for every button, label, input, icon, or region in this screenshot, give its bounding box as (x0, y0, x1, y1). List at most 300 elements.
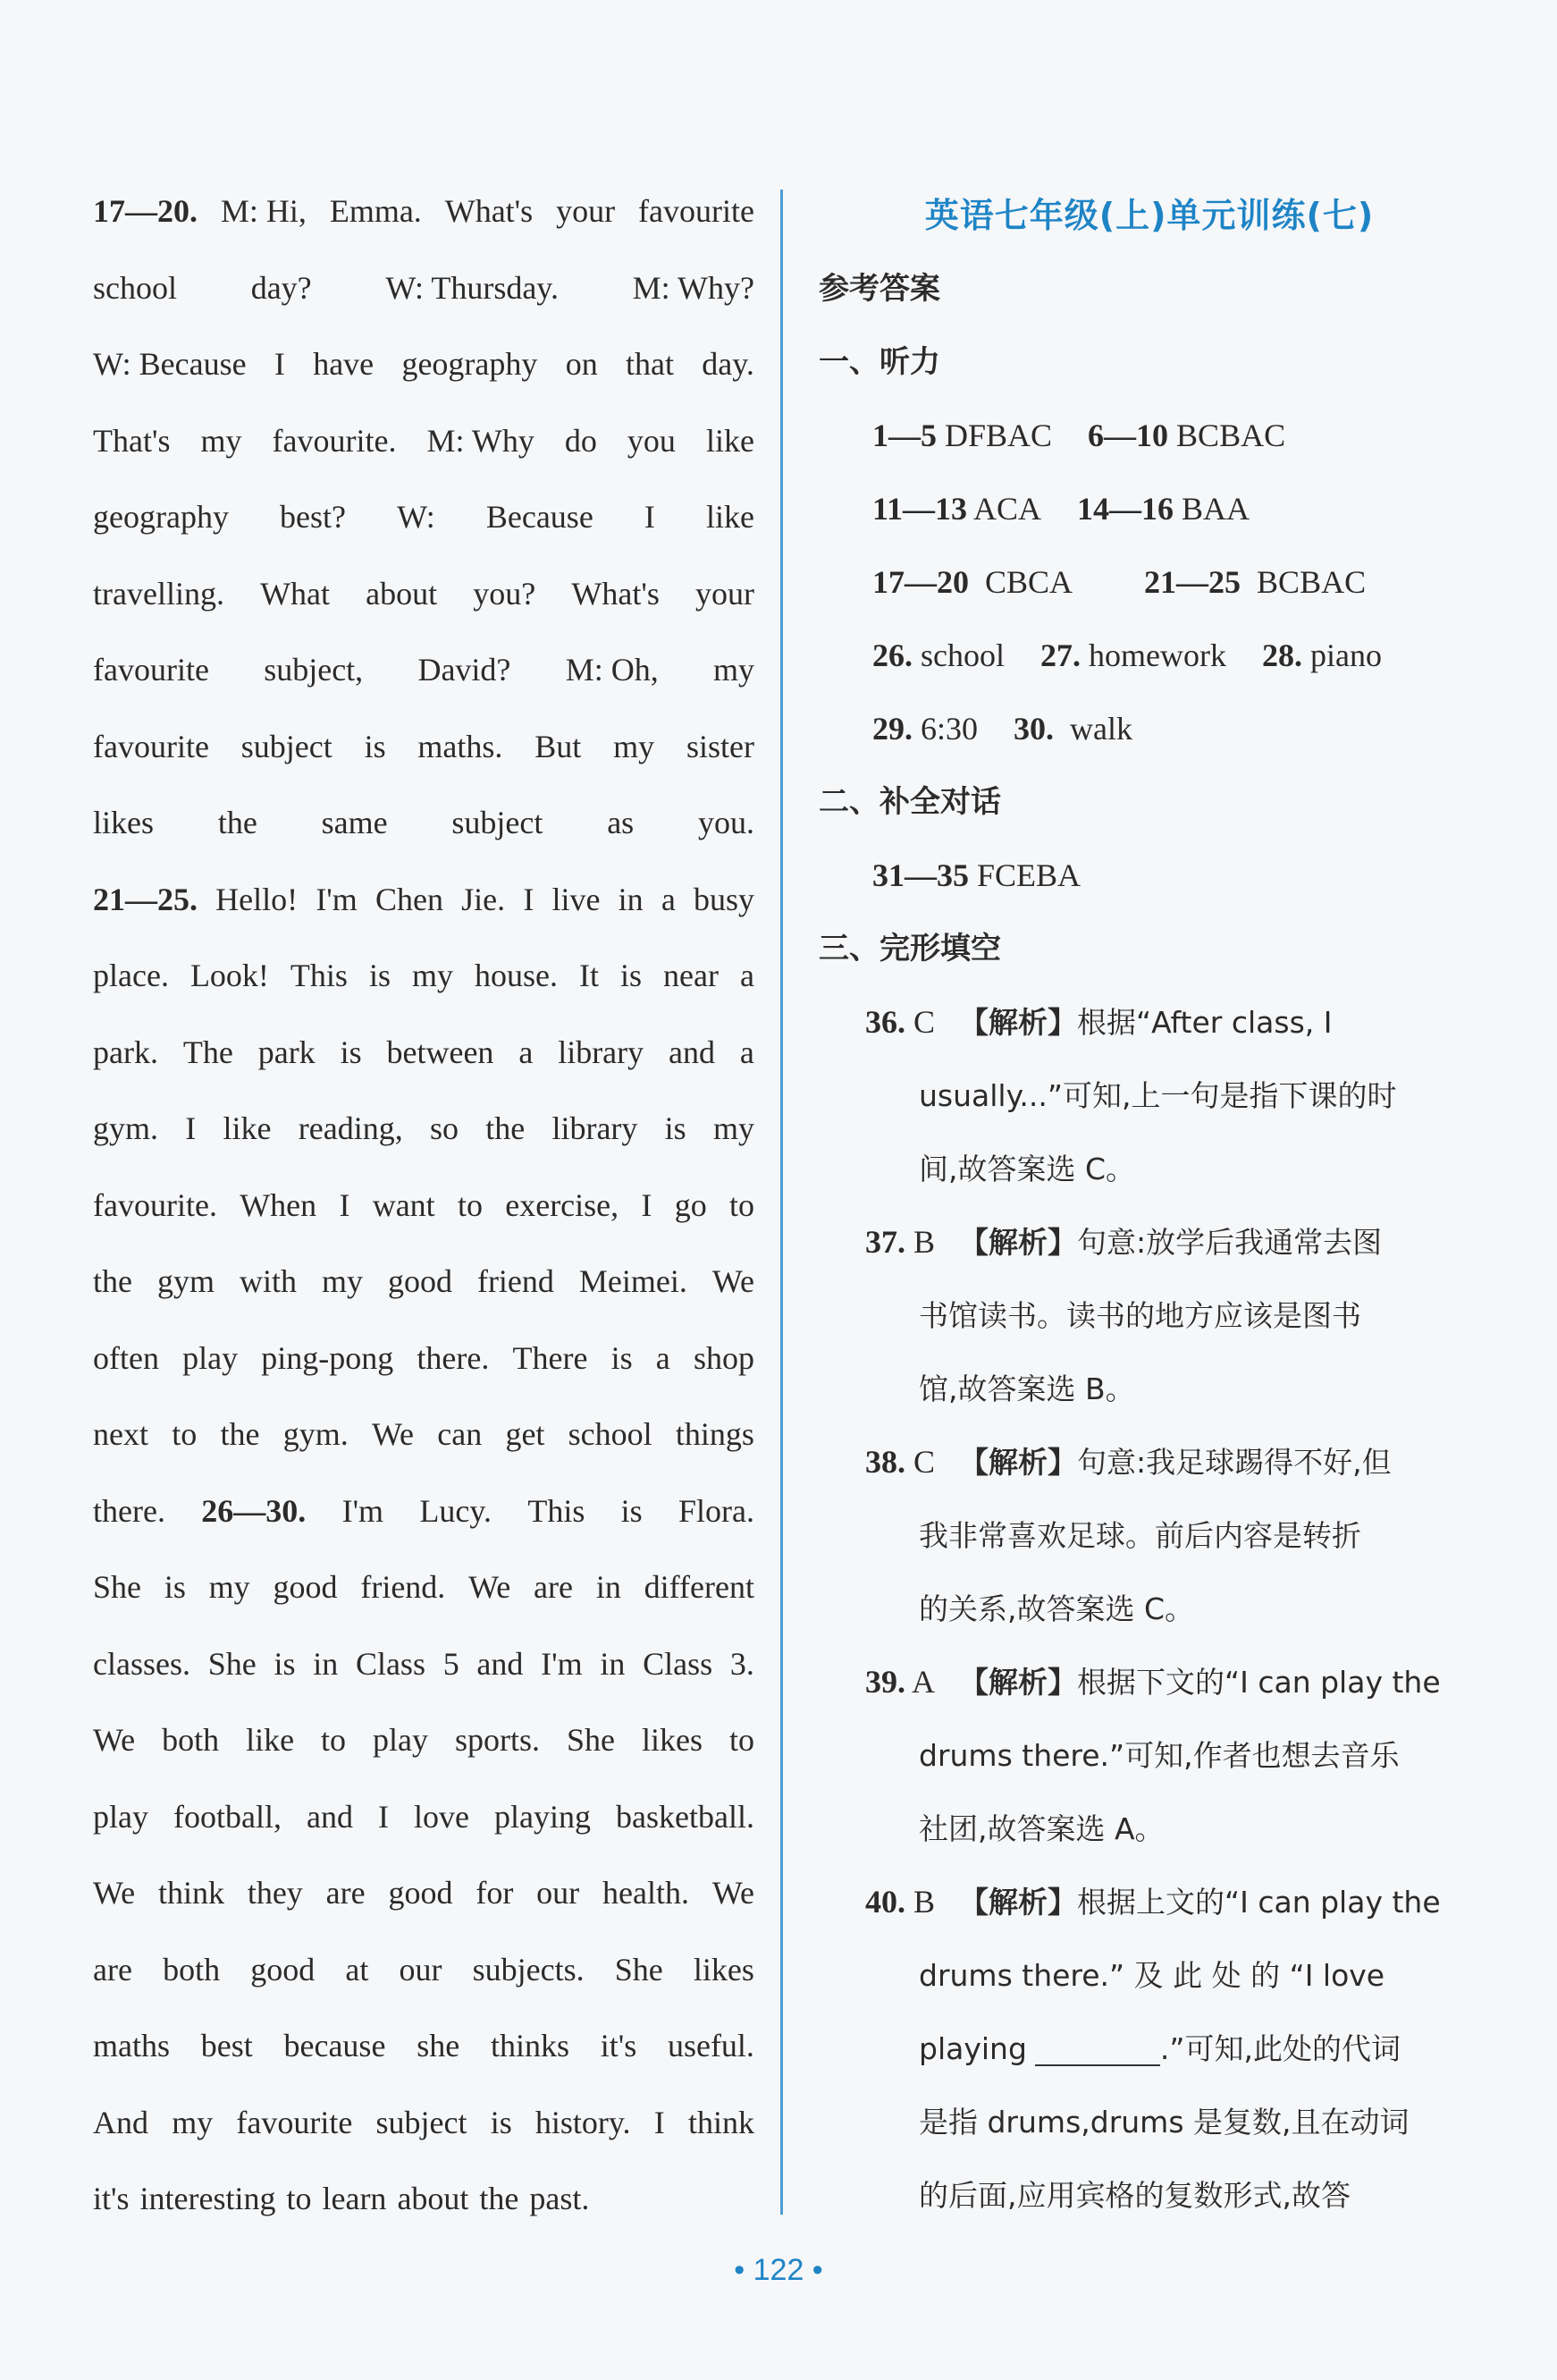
text-word: I'm (541, 1645, 583, 1682)
text-word: sports. (455, 1722, 541, 1758)
question-36-line (819, 1059, 1480, 1132)
text-word: school (93, 269, 177, 306)
text-word: and (476, 1645, 524, 1682)
text-word: near (662, 958, 719, 993)
question-number: 38. (865, 1444, 905, 1480)
listening-text-line (93, 1173, 754, 1250)
answer-value: homework (1089, 637, 1226, 673)
text-word: get (505, 1416, 545, 1452)
text-word: best (200, 2028, 253, 2064)
question-40 (819, 1865, 1480, 1938)
text-word: favourite. (272, 422, 397, 459)
question-38-line (819, 1498, 1480, 1572)
listening-text-line (93, 2090, 754, 2167)
listening-text-line (93, 943, 754, 1020)
analysis-text: 根据“After class, I (1077, 1005, 1333, 1040)
text-word: your (556, 193, 616, 229)
text-word: she (417, 2028, 460, 2064)
question-number: 39. (865, 1664, 905, 1700)
left-column (93, 179, 754, 2243)
text-word: can (437, 1416, 483, 1452)
text-word: likes (641, 1722, 703, 1758)
answer-number: 30. (1014, 711, 1055, 747)
text-word: about (397, 2181, 469, 2216)
text-word: She (93, 1569, 141, 1605)
question-40-line (819, 2158, 1480, 2232)
text-word: It (578, 958, 599, 993)
text-word: because (283, 2028, 386, 2064)
text-word: gym (156, 1263, 215, 1299)
text-word: Jie. (461, 881, 506, 917)
text-word: M: Hi, (220, 193, 307, 229)
listening-text-line (93, 561, 754, 638)
question-38 (819, 1425, 1480, 1498)
text-word: She (207, 1645, 257, 1682)
text-word: it's (600, 2028, 637, 2064)
listening-text-line (93, 332, 754, 409)
text-word: sister (686, 728, 754, 764)
text-word: I (274, 346, 285, 382)
text-word: I (378, 1798, 389, 1835)
question-40-line (819, 1938, 1480, 2012)
text-word: We (93, 1722, 136, 1758)
analysis-text: 根据下文的“I can play the (1077, 1665, 1441, 1700)
text-word: I'm (341, 1492, 384, 1529)
text-word: my (613, 728, 655, 764)
listening-text-line (93, 179, 754, 256)
text-word: football, (173, 1798, 282, 1835)
answer-value: CBCA (985, 564, 1073, 600)
analysis-text: 句意:我足球踢得不好,但 (1077, 1445, 1392, 1480)
text-word: as (607, 805, 635, 840)
answer-number: 29. (872, 711, 913, 747)
answer-number: 6—10 (1088, 418, 1169, 453)
text-word: This (527, 1492, 585, 1529)
text-word: in (313, 1645, 339, 1682)
listening-text-line (93, 1632, 754, 1709)
text-word: This (290, 958, 348, 993)
answer-value: FCEBA (977, 857, 1081, 893)
column-divider (780, 190, 783, 2215)
text-word: my (200, 422, 242, 459)
text-word: good (273, 1569, 338, 1605)
analysis-text: 的后面,应用宾格的复数形式,故答 (919, 2178, 1351, 2213)
text-word: different (644, 1569, 754, 1605)
text-word: Look! (189, 958, 269, 993)
text-word: She (567, 1722, 615, 1758)
answer-value: ACA (973, 491, 1042, 527)
text-word: the (485, 1110, 526, 1146)
question-36-line (819, 1132, 1480, 1205)
question-number: 37. (865, 1224, 905, 1260)
analysis-tag: 【解析】 (959, 1665, 1078, 1700)
text-word: our (536, 1875, 580, 1911)
listening-text-line (93, 1326, 754, 1403)
analysis-tag: 【解析】 (959, 1885, 1078, 1920)
text-word: same (321, 805, 388, 840)
text-word: a (739, 958, 754, 993)
text-word: We (468, 1569, 511, 1605)
text-word: good (388, 1875, 453, 1911)
text-word: Meimei. (578, 1263, 687, 1299)
analysis-text: 间,故答案选 C。 (919, 1152, 1136, 1186)
text-word: play (373, 1722, 429, 1758)
text-word: What (260, 575, 331, 612)
text-word: Chen (375, 881, 443, 917)
answer-value: piano (1309, 637, 1382, 673)
text-word: 3. (729, 1645, 754, 1682)
analysis-text: 社团,故答案选 A。 (919, 1811, 1165, 1846)
text-word: things (675, 1416, 754, 1452)
text-word: play (182, 1339, 239, 1376)
text-word: it's (93, 2181, 130, 2216)
question-number: 40. (865, 1884, 905, 1920)
text-word: park (257, 1034, 316, 1070)
text-word: health. (602, 1875, 689, 1911)
text-word: I (523, 881, 534, 917)
analysis-text: .”可知,此处的代词 (1159, 2031, 1401, 2066)
question-answer: B (913, 1224, 936, 1260)
text-word: David? (417, 652, 511, 688)
text-word: place. (93, 958, 169, 993)
text-word: in (618, 881, 644, 917)
text-word: like (705, 499, 754, 535)
text-word: library (558, 1034, 644, 1070)
text-word: are (534, 1569, 573, 1605)
listening-text-line (93, 2013, 754, 2090)
answer-row-3 (819, 545, 1480, 619)
question-39-line (819, 1792, 1480, 1865)
text-word: day. (702, 346, 754, 382)
unit-title: 英语七年级(上)单元训练(七) (924, 196, 1375, 235)
listening-text-line (93, 1861, 754, 1937)
text-word: is (340, 1034, 362, 1070)
text-word: you. (698, 805, 754, 840)
text-word: playing (494, 1798, 591, 1835)
question-answer: C (913, 1004, 936, 1040)
text-word: I (641, 1186, 652, 1223)
text-word: learn (322, 2181, 387, 2216)
answer-number: 28. (1261, 637, 1302, 673)
text-word: Flora. (678, 1492, 754, 1529)
answer-number: 11—13 (872, 491, 968, 527)
text-word: Lucy. (419, 1492, 492, 1529)
text-word: useful. (667, 2028, 754, 2064)
text-word: is (664, 1110, 686, 1146)
text-word: interesting (139, 2181, 276, 2216)
text-word: to (172, 1416, 198, 1452)
text-word: 5 (442, 1645, 459, 1682)
text-word: classes. (93, 1645, 190, 1682)
answer-value: BCBAC (1257, 564, 1367, 600)
text-word: are (325, 1875, 366, 1911)
text-word: both (163, 1951, 221, 1988)
text-word: there. (93, 1492, 165, 1529)
listening-text-line (93, 1249, 754, 1326)
text-word: like (223, 1110, 272, 1146)
listening-text-line (93, 1785, 754, 1861)
listening-text-line (93, 714, 754, 791)
text-word: the (220, 1416, 260, 1452)
right-column (819, 179, 1480, 2232)
text-word: is (619, 958, 642, 993)
text-word: past. (529, 2181, 590, 2216)
question-37 (819, 1205, 1480, 1279)
text-word: I (644, 499, 655, 535)
analysis-text: 馆,故答案选 B。 (919, 1371, 1135, 1406)
text-word: What's (444, 193, 534, 229)
question-38-line (819, 1572, 1480, 1645)
text-word: gym. (93, 1110, 159, 1146)
section-cloze-heading: 三、完形填空 (819, 931, 1001, 966)
text-word: so (429, 1110, 459, 1146)
text-word: park. (93, 1034, 158, 1070)
answer-row-1 (819, 399, 1480, 472)
analysis-text: playing (919, 2031, 1027, 2066)
text-word: I (653, 2104, 665, 2140)
text-word: to (728, 1722, 754, 1758)
answer-row-5 (819, 692, 1480, 765)
text-word: We (93, 1875, 136, 1911)
text-word: my (172, 2104, 214, 2140)
text-word: best? (280, 499, 347, 535)
text-word: they (247, 1875, 303, 1911)
answer-number: 21—25 (1144, 564, 1241, 600)
listening-text-line (93, 256, 754, 333)
text-word: day? (250, 269, 312, 306)
listening-text-line (93, 485, 754, 561)
text-word: W: Because (93, 346, 247, 382)
text-word: in (595, 1569, 621, 1605)
listening-text-line (93, 1020, 754, 1097)
answer-row-4 (819, 619, 1480, 692)
text-word: And (93, 2104, 148, 2140)
text-word: the (479, 2181, 519, 2216)
text-word: house. (474, 958, 558, 993)
listening-text-line (93, 1708, 754, 1785)
text-word: the (93, 1263, 132, 1299)
text-word: want (372, 1186, 435, 1223)
listening-text-line (93, 2166, 754, 2243)
answer-number: 17—20 (872, 564, 969, 600)
answer-number: 31—35 (872, 857, 969, 893)
text-word: that (626, 346, 674, 382)
text-word: you? (473, 575, 536, 612)
text-word: subject (451, 805, 543, 840)
text-word: our (399, 1951, 442, 1988)
text-word: on (565, 346, 598, 382)
answer-value: walk (1070, 711, 1132, 747)
text-word: subject (240, 728, 332, 764)
text-word: with (239, 1263, 297, 1299)
text-word: ping-pong (261, 1339, 394, 1376)
section-listening-heading: 一、听力 (819, 344, 940, 380)
text-word: reading, (298, 1110, 403, 1146)
analysis-tag: 【解析】 (959, 1445, 1078, 1480)
text-word: my (411, 958, 453, 993)
text-word: my (321, 1263, 363, 1299)
text-word: travelling. (93, 575, 224, 612)
answer-value: school (921, 637, 1005, 673)
text-word: school (568, 1416, 652, 1452)
answer-value: 6:30 (921, 711, 979, 747)
listening-text-line (93, 1479, 754, 1556)
text-word: like (705, 422, 754, 459)
analysis-text: 句意:放学后我通常去图 (1077, 1225, 1383, 1260)
text-word: to (321, 1722, 347, 1758)
text-word: are (93, 1951, 132, 1988)
text-word: have (313, 346, 375, 382)
text-word: favourite (638, 193, 754, 229)
text-word: I'm (316, 881, 358, 917)
text-word: basketball. (616, 1798, 754, 1835)
question-40-line (819, 2012, 1480, 2085)
text-word: both (162, 1722, 220, 1758)
analysis-text: 的关系,故答案选 C。 (919, 1591, 1195, 1626)
text-word: M: Why (426, 422, 534, 459)
text-word: is (610, 1339, 633, 1376)
text-word: Class (355, 1645, 425, 1682)
text-word: a (655, 1339, 670, 1376)
text-word: like (246, 1722, 295, 1758)
listening-text-line (93, 1937, 754, 2014)
text-word: friend. (360, 1569, 446, 1605)
text-word: M: Oh, (565, 652, 659, 688)
listening-text-line (93, 409, 754, 485)
text-word: is (364, 728, 386, 764)
text-word: is (620, 1492, 643, 1529)
answer-number: 26. (872, 637, 913, 673)
answer-value: DFBAC (945, 418, 1053, 453)
text-word: Emma. (329, 193, 422, 229)
text-word: my (208, 1569, 250, 1605)
text-word: there. (417, 1339, 490, 1376)
text-word: subject, (264, 652, 364, 688)
text-word: M: Why? (632, 269, 754, 306)
text-word: and (669, 1034, 716, 1070)
question-37-line (819, 1352, 1480, 1425)
text-word: What's (571, 575, 660, 612)
answer-number: 27. (1040, 637, 1081, 673)
section-dialogue-heading: 二、补全对话 (819, 784, 1001, 820)
answer-number: 14—16 (1077, 491, 1174, 527)
text-word: thinks (490, 2028, 569, 2064)
text-word: good (387, 1263, 452, 1299)
text-word: Hello! (215, 881, 299, 917)
listening-text-line (93, 1402, 754, 1479)
question-answer: A (912, 1664, 936, 1700)
text-word: favourite (93, 652, 209, 688)
text-word: gym. (282, 1416, 349, 1452)
listening-text-line (93, 1555, 754, 1632)
text-word: think (687, 2104, 754, 2140)
analysis-text: 是指 drums,drums 是复数,且在动词 (919, 2105, 1410, 2139)
answer-value: BCBAC (1176, 418, 1286, 453)
text-word: love (414, 1798, 469, 1835)
analysis-text: drums there.” 及 此 处 的 “I love (919, 1958, 1385, 1993)
text-word: There (512, 1339, 588, 1376)
page-number: • 122 • (734, 2253, 823, 2287)
text-word: favourite (236, 2104, 353, 2140)
text-word: 26—30. (201, 1492, 307, 1529)
text-word: library (551, 1110, 638, 1146)
question-36 (819, 985, 1480, 1059)
text-word: 17—20. (93, 193, 198, 229)
text-word: W: Thursday. (385, 269, 559, 306)
listening-text-line (93, 790, 754, 867)
text-word: likes (93, 805, 154, 840)
question-37-line (819, 1279, 1480, 1352)
answer-number: 1—5 (872, 418, 937, 453)
text-word: busy (693, 881, 754, 917)
text-word: W: (397, 499, 435, 535)
text-word: Class (643, 1645, 713, 1682)
text-word: the (217, 805, 257, 840)
text-word: We (371, 1416, 415, 1452)
text-word: in (600, 1645, 626, 1682)
text-word: subject (375, 2104, 467, 2140)
text-word: you (627, 422, 676, 459)
text-word: my (712, 652, 754, 688)
text-word: The (182, 1034, 233, 1070)
text-word: to (728, 1186, 754, 1223)
text-word: likes (693, 1951, 754, 1988)
text-word: between (386, 1034, 494, 1070)
text-word: often (93, 1339, 159, 1376)
text-word: 21—25. (93, 881, 198, 917)
text-word: to (457, 1186, 483, 1223)
text-word: your (694, 575, 754, 612)
text-word: think (157, 1875, 224, 1911)
reference-answers-heading: 参考答案 (819, 271, 940, 307)
text-word: a (739, 1034, 754, 1070)
text-word: good (250, 1951, 316, 1988)
text-word: is (274, 1645, 296, 1682)
text-word: and (307, 1798, 353, 1835)
text-word: maths. (417, 728, 503, 764)
analysis-tag: 【解析】 (959, 1005, 1078, 1040)
answer-row-6 (819, 839, 1480, 912)
text-word: go (674, 1186, 707, 1223)
text-word: friend (476, 1263, 554, 1299)
analysis-text: 根据上文的“I can play the (1077, 1885, 1441, 1920)
text-word: geography (93, 499, 229, 535)
text-word: is (490, 2104, 512, 2140)
question-40-line (819, 2085, 1480, 2158)
text-word: my (712, 1110, 754, 1146)
text-word: a (518, 1034, 534, 1070)
text-word: Because (485, 499, 593, 535)
text-word: play (93, 1798, 148, 1835)
text-word: do (564, 422, 597, 459)
text-word: next (93, 1416, 148, 1452)
text-word: But (534, 728, 582, 764)
question-answer: C (913, 1444, 936, 1480)
analysis-text: usually...”可知,上一句是指下课的时 (919, 1078, 1397, 1113)
text-word: That's (93, 422, 171, 459)
text-word: maths (93, 2028, 170, 2064)
answer-value: BAA (1182, 491, 1250, 527)
question-39-line (819, 1718, 1480, 1792)
analysis-tag: 【解析】 (959, 1225, 1078, 1260)
analysis-text: 书馆读书。读书的地方应该是图书 (919, 1298, 1361, 1333)
text-word: favourite (93, 728, 209, 764)
text-word: at (345, 1951, 369, 1988)
listening-text-line (93, 1096, 754, 1173)
text-word: I (339, 1186, 350, 1223)
text-word: exercise, (505, 1186, 619, 1223)
question-answer: B (913, 1884, 936, 1920)
